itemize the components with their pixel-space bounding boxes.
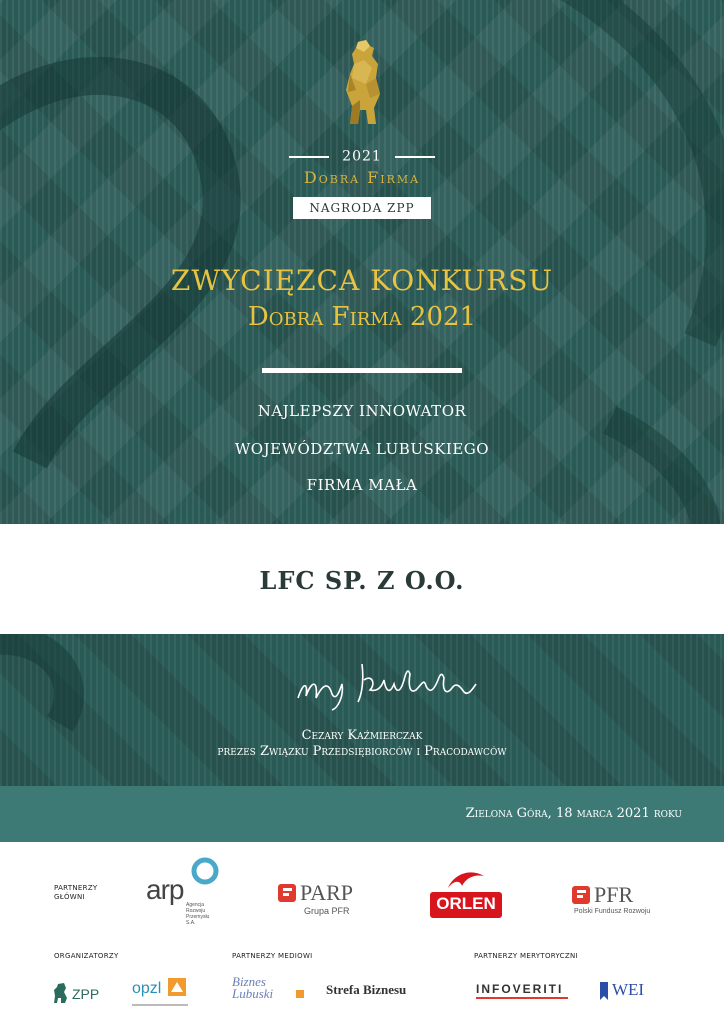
category-line-2: WOJEWÓDZTWA LUBUSKIEGO	[234, 440, 490, 458]
pfr-logo	[572, 882, 672, 922]
biznes-lubuski-logo	[232, 976, 306, 1004]
arp-logo	[146, 856, 226, 926]
wei-logo	[598, 978, 668, 1006]
zpp-logo	[52, 982, 112, 1006]
orlen-wordmark: ORLEN	[436, 894, 496, 913]
award-badge: NAGRODA ZPP	[293, 197, 431, 219]
year-rule-left	[289, 156, 329, 158]
parp-logo	[278, 880, 378, 920]
main-partners-label: PARTNERZY GŁÓWNI	[54, 884, 98, 901]
zpp-wordmark: ZPP	[72, 986, 100, 1002]
strefa-biznesu-logo: Strefa Biznesu	[326, 982, 407, 997]
opzl-mark-icon	[168, 978, 186, 996]
category-line-3: FIRMA MAŁA	[306, 476, 418, 494]
category-line-1: NAJLEPSZY INNOWATOR	[257, 402, 467, 420]
arp-circle-icon	[190, 856, 220, 886]
award-year: 2021	[342, 148, 382, 165]
title-divider	[262, 368, 462, 373]
orlen-logo	[428, 868, 504, 920]
parp-subtext: Grupa PFR	[304, 906, 350, 916]
merit-partners-label: PARTNERZY MERYTORYCZNI	[474, 952, 578, 960]
wei-wordmark: WEI	[612, 980, 645, 999]
pfr-wordmark: PFR	[594, 882, 634, 907]
winner-subtitle: Dobra Firma 2021	[247, 302, 477, 332]
golden-bear-icon	[334, 38, 390, 130]
handwritten-signature	[292, 650, 488, 712]
media-partners-label: PARTNERZY MEDIOWI	[232, 952, 313, 960]
infoveriti-underline	[476, 997, 568, 999]
signer-title: prezes Związku Przedsiębiorców i Pracodawców	[217, 744, 507, 759]
organizers-label: ORGANIZATORZY	[54, 952, 119, 960]
orlen-eagle-icon	[444, 868, 488, 890]
year-rule-right	[395, 156, 435, 158]
opzl-wordmark: opzl	[132, 980, 162, 997]
parp-wordmark: PARP	[300, 880, 354, 905]
company-name: LFC SP. Z O.O.	[259, 566, 465, 595]
biznes-lubuski-wordmark: Biznes Lubuski	[232, 974, 274, 1001]
signer-name: Cezary Kaźmierczak	[301, 728, 423, 743]
pfr-subtext: Polski Fundusz Rozwoju	[574, 908, 651, 915]
arp-wordmark: arp	[146, 874, 184, 905]
infoveriti-logo: INFOVERITI	[476, 982, 564, 996]
winner-title: ZWYCIĘZCA KONKURSU	[170, 264, 554, 297]
award-year-row	[0, 146, 724, 165]
arp-subtext: Agencja Rozwoju Przemysłu S.A.	[186, 902, 210, 926]
zpp-bear-icon	[52, 982, 70, 1004]
place-and-date: Zielona Góra, 18 marca 2021 roku	[465, 806, 682, 821]
pfr-mark-icon	[572, 886, 590, 904]
competition-name: Dobra Firma	[303, 168, 421, 187]
wei-mark-icon	[598, 980, 610, 1002]
parp-mark-icon	[278, 884, 296, 902]
opzl-logo	[132, 978, 192, 1008]
